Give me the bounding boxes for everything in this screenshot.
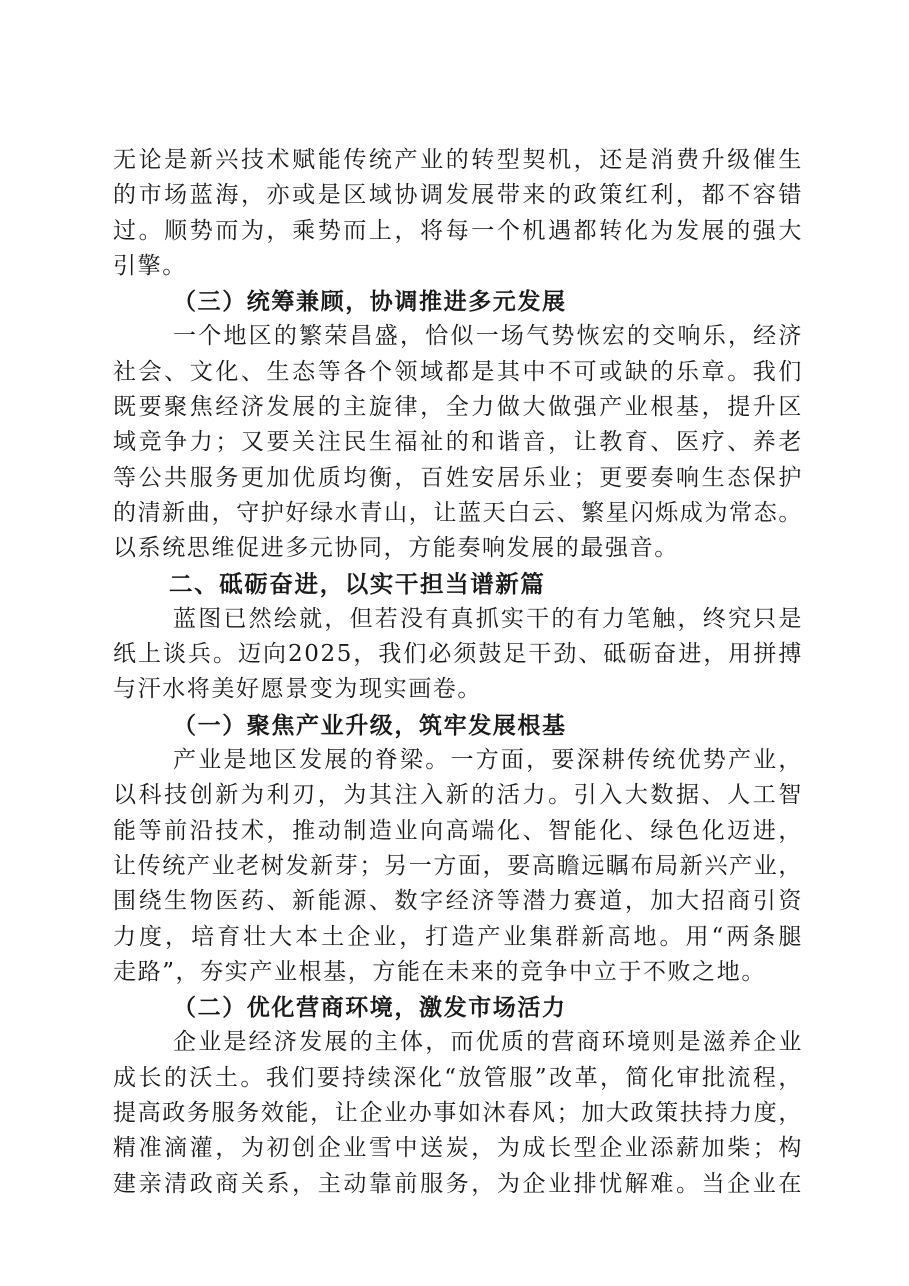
section-subheading: （一）聚焦产业升级，筑牢发展根基 xyxy=(173,711,567,739)
section-subheading: （二）优化营商环境，激发市场活力 xyxy=(173,994,567,1022)
paragraph-line: 围绕生物医药、新能源、数字经济等潜力赛道，加大招商引资 xyxy=(113,888,803,915)
paragraph-line: 无论是新兴技术赋能传统产业的转型契机，还是消费升级催生 xyxy=(113,147,803,173)
paragraph-line: 过。顺势而为，乘势而上，将每一个机遇都转化为发展的强大 xyxy=(113,217,803,244)
paragraph-line: 既要聚焦经济发展的主旋律，全力做大做强产业根基，提升区 xyxy=(113,394,803,421)
paragraph-line: 蓝图已然绘就，但若没有真抓实干的有力笔触，终究只是 xyxy=(173,605,803,632)
paragraph-line: 产业是地区发展的脊梁。一方面，要深耕传统优势产业， xyxy=(173,747,803,774)
paragraph-line: 的市场蓝海，亦或是区域协调发展带来的政策红利，都不容错 xyxy=(113,182,803,209)
paragraph-line: 引擎。 xyxy=(113,252,187,279)
paragraph-line: 等公共服务更加优质均衡，百姓安居乐业；更要奏响生态保护 xyxy=(113,464,803,491)
paragraph-line: 能等前沿技术，推动制造业向高端化、智能化、绿色化迈进， xyxy=(113,817,803,844)
paragraph-line: 的清新曲，守护好绿水青山，让蓝天白云、繁星闪烁成为常态。 xyxy=(113,499,803,526)
paragraph-line: 成长的沃土。我们要持续深化“放管服”改革，简化审批流程， xyxy=(113,1064,803,1091)
paragraph-line: 力度，培育壮大本土企业，打造产业集群新高地。用“两条腿 xyxy=(113,923,803,950)
paragraph-line: 走路”，夯实产业根基，方能在未来的竞争中立于不败之地。 xyxy=(113,958,766,985)
paragraph-line: 一个地区的繁荣昌盛，恰似一场气势恢宏的交响乐，经济 xyxy=(173,323,803,350)
section-subheading: （三）统筹兼顾，协调推进多元发展 xyxy=(173,288,567,316)
paragraph-line: 纸上谈兵。迈向2025，我们必须鼓足干劲、砥砺奋进，用拼搏 xyxy=(113,641,803,668)
paragraph-line: 与汗水将美好愿景变为现实画卷。 xyxy=(113,676,482,703)
paragraph-line: 以系统思维促进多元协同，方能奏响发展的最强音。 xyxy=(113,535,679,562)
paragraph-line: 精准滴灌，为初创企业雪中送炭，为成长型企业添薪加柴；构 xyxy=(113,1135,803,1162)
paragraph-line: 以科技创新为利刃，为其注入新的活力。引入大数据、人工智 xyxy=(113,782,803,809)
paragraph-line: 企业是经济发展的主体，而优质的营商环境则是滋养企业 xyxy=(173,1029,803,1056)
document-body xyxy=(113,143,803,1202)
paragraph-line: 提高政务服务效能，让企业办事如沐春风；加大政策扶持力度， xyxy=(113,1100,803,1127)
paragraph-line: 域竞争力；又要关注民生福祉的和谐音，让教育、医疗、养老 xyxy=(113,429,803,456)
paragraph-line: 建亲清政商关系，主动靠前服务，为企业排忧解难。当企业在 xyxy=(113,1170,803,1197)
section-heading: 二、砥砺奋进，以实干担当谱新篇 xyxy=(169,569,546,598)
paragraph-line: 社会、文化、生态等各个领域都是其中不可或缺的乐章。我们 xyxy=(113,358,803,385)
paragraph-line: 让传统产业老树发新芽；另一方面，要高瞻远瞩布局新兴产业， xyxy=(113,852,803,879)
